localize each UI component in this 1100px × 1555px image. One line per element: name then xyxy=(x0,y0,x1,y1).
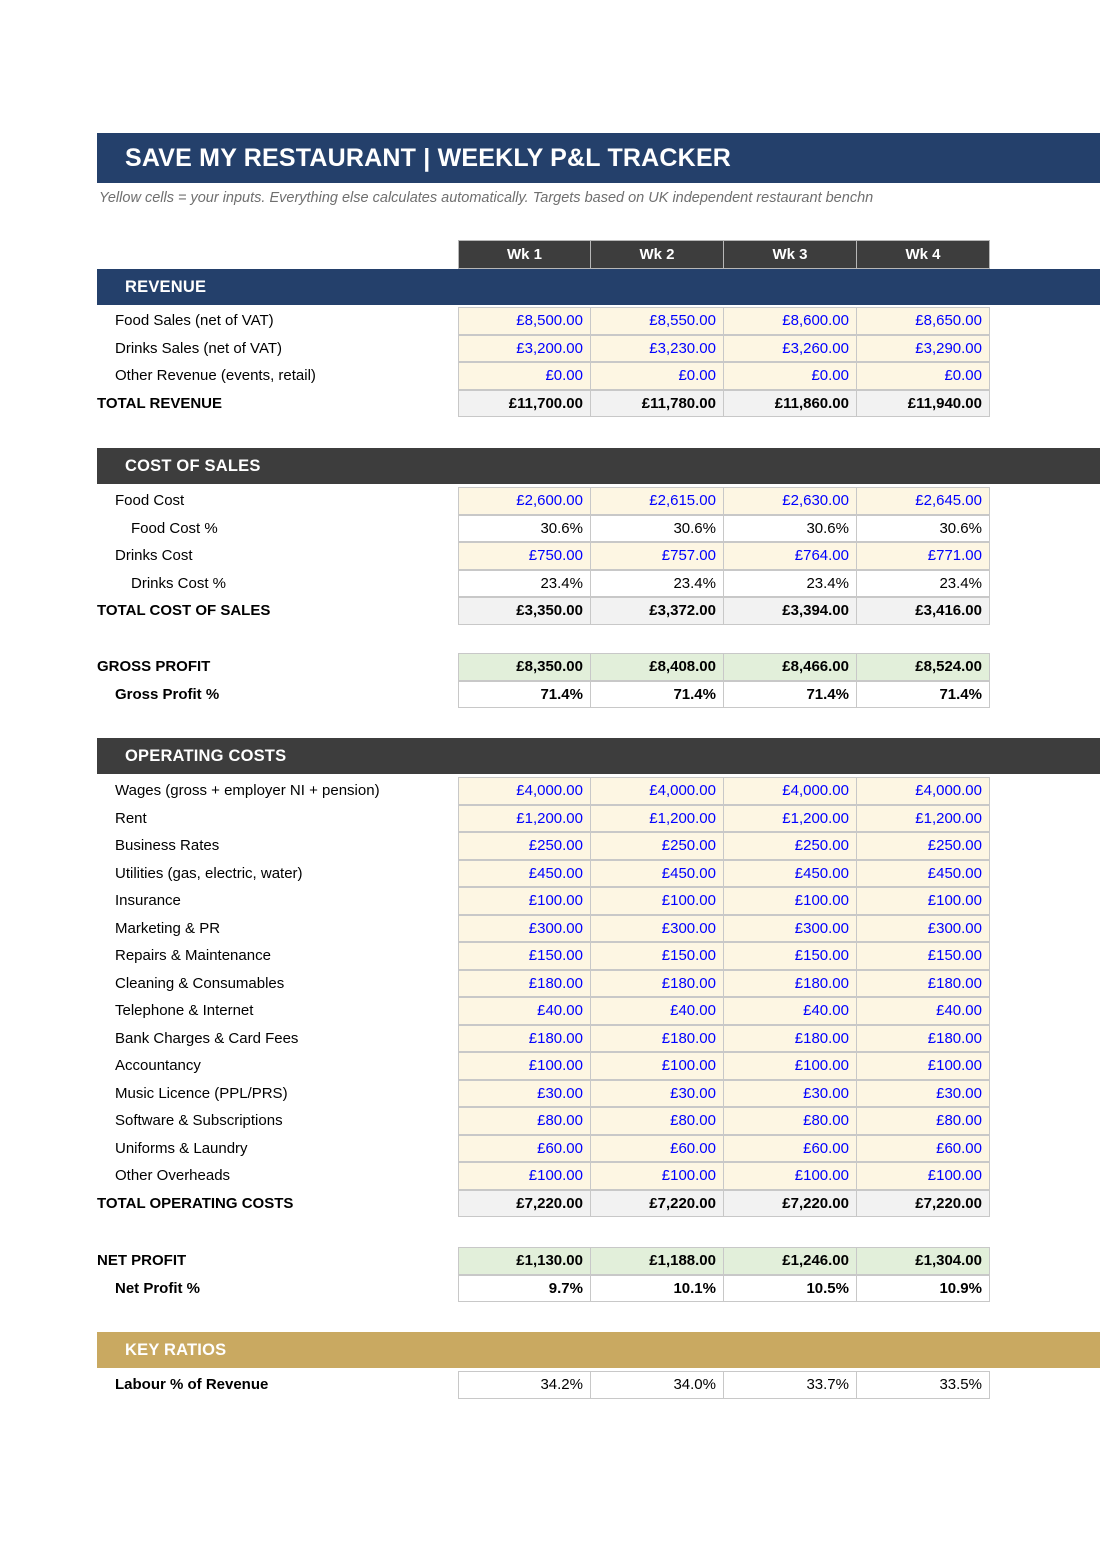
cell-utilities-wk2[interactable]: £450.00 xyxy=(591,860,724,888)
table-row xyxy=(97,1052,1100,1080)
cell-uniforms-wk2[interactable]: £60.00 xyxy=(591,1135,724,1163)
cell-total-revenue-wk4: £11,940.00 xyxy=(857,390,990,418)
row-values xyxy=(458,887,990,915)
cell-other-revenue-wk4[interactable]: £0.00 xyxy=(857,362,990,390)
table-row xyxy=(97,542,1100,570)
cell-drinks-cost-wk1[interactable]: £750.00 xyxy=(458,542,591,570)
cell-drinks-cost-wk3[interactable]: £764.00 xyxy=(724,542,857,570)
table-row xyxy=(97,915,1100,943)
table-row xyxy=(97,805,1100,833)
cell-insurance-wk1[interactable]: £100.00 xyxy=(458,887,591,915)
section-banner-key-ratios xyxy=(97,1332,1100,1368)
table-row xyxy=(97,1275,1100,1303)
cell-food-sales-wk1[interactable]: £8,500.00 xyxy=(458,307,591,335)
section-banner-cost-of-sales-label: COST OF SALES xyxy=(125,456,261,475)
cell-gross-profit-pct-wk4: 71.4% xyxy=(857,681,990,709)
row-values xyxy=(458,542,990,570)
cell-labour-pct-wk1: 34.2% xyxy=(458,1371,591,1399)
cell-total-revenue-wk2: £11,780.00 xyxy=(591,390,724,418)
cell-net-profit-wk2: £1,188.00 xyxy=(591,1247,724,1275)
cell-net-profit-wk1: £1,130.00 xyxy=(458,1247,591,1275)
row-values xyxy=(458,805,990,833)
cell-drinks-cost-pct-wk4: 23.4% xyxy=(857,570,990,598)
cell-uniforms-wk3[interactable]: £60.00 xyxy=(724,1135,857,1163)
section-banner-cost-of-sales xyxy=(97,448,1100,484)
cell-net-profit-pct-wk4: 10.9% xyxy=(857,1275,990,1303)
cell-bank-charges-wk3[interactable]: £180.00 xyxy=(724,1025,857,1053)
cell-food-sales-wk3[interactable]: £8,600.00 xyxy=(724,307,857,335)
row-values xyxy=(458,597,990,625)
row-values xyxy=(458,681,990,709)
cell-cleaning-wk4[interactable]: £180.00 xyxy=(857,970,990,998)
cell-business-rates-wk2[interactable]: £250.00 xyxy=(591,832,724,860)
row-values xyxy=(458,1080,990,1108)
row-values xyxy=(458,390,990,418)
cell-food-cost-wk4[interactable]: £2,645.00 xyxy=(857,487,990,515)
cell-wages-wk2[interactable]: £4,000.00 xyxy=(591,777,724,805)
table-row xyxy=(97,307,1100,335)
column-header-wk3: Wk 3 xyxy=(724,240,857,269)
table-row xyxy=(97,1107,1100,1135)
row-label-cleaning-consumables: Cleaning & Consumables xyxy=(115,974,285,992)
cell-food-sales-wk4[interactable]: £8,650.00 xyxy=(857,307,990,335)
cell-cleaning-wk2[interactable]: £180.00 xyxy=(591,970,724,998)
table-row xyxy=(97,860,1100,888)
row-label-other-revenue: Other Revenue (events, retail) xyxy=(115,367,316,384)
cell-drinks-sales-wk3[interactable]: £3,260.00 xyxy=(724,335,857,363)
cell-business-rates-wk1[interactable]: £250.00 xyxy=(458,832,591,860)
row-label-accountancy: Accountancy xyxy=(115,1057,201,1074)
row-label-utilities: Utilities (gas, electric, water) xyxy=(115,864,303,882)
cell-net-profit-wk4: £1,304.00 xyxy=(857,1247,990,1275)
cell-software-wk1[interactable]: £80.00 xyxy=(458,1107,591,1135)
row-label-business-rates: Business Rates xyxy=(115,837,220,854)
cell-wages-wk1[interactable]: £4,000.00 xyxy=(458,777,591,805)
row-label-gross-profit-pct: Gross Profit % xyxy=(115,685,220,703)
cell-business-rates-wk3[interactable]: £250.00 xyxy=(724,832,857,860)
row-label-insurance: Insurance xyxy=(115,892,181,909)
row-label-rent: Rent xyxy=(115,809,147,827)
cell-cleaning-wk3[interactable]: £180.00 xyxy=(724,970,857,998)
table-row xyxy=(97,777,1100,805)
section-banner-key-ratios-label: KEY RATIOS xyxy=(125,1340,227,1359)
section-banner-revenue-label: REVENUE xyxy=(125,277,207,296)
cell-insurance-wk2[interactable]: £100.00 xyxy=(591,887,724,915)
cell-rent-wk3[interactable]: £1,200.00 xyxy=(724,805,857,833)
cell-insurance-wk3[interactable]: £100.00 xyxy=(724,887,857,915)
cell-net-profit-wk3: £1,246.00 xyxy=(724,1247,857,1275)
cell-accountancy-wk2[interactable]: £100.00 xyxy=(591,1052,724,1080)
cell-total-cos-wk2: £3,372.00 xyxy=(591,597,724,625)
cell-business-rates-wk4[interactable]: £250.00 xyxy=(857,832,990,860)
cell-total-revenue-wk3: £11,860.00 xyxy=(724,390,857,418)
table-row xyxy=(97,1025,1100,1053)
cell-other-revenue-wk1[interactable]: £0.00 xyxy=(458,362,591,390)
cell-software-wk3[interactable]: £80.00 xyxy=(724,1107,857,1135)
cell-food-cost-wk1[interactable]: £2,600.00 xyxy=(458,487,591,515)
cell-gross-profit-pct-wk3: 71.4% xyxy=(724,681,857,709)
row-label-software-subscriptions: Software & Subscriptions xyxy=(115,1112,283,1129)
row-label-food-cost: Food Cost xyxy=(115,492,185,509)
row-label-net-profit: NET PROFIT xyxy=(97,1252,187,1269)
cell-rent-wk4[interactable]: £1,200.00 xyxy=(857,805,990,833)
row-values xyxy=(458,1247,990,1275)
table-row xyxy=(97,997,1100,1025)
cell-other-overheads-wk4[interactable]: £100.00 xyxy=(857,1162,990,1190)
table-row xyxy=(97,1190,1100,1218)
cell-other-overheads-wk2[interactable]: £100.00 xyxy=(591,1162,724,1190)
cell-marketing-wk2[interactable]: £300.00 xyxy=(591,915,724,943)
cell-accountancy-wk1[interactable]: £100.00 xyxy=(458,1052,591,1080)
cell-bank-charges-wk2[interactable]: £180.00 xyxy=(591,1025,724,1053)
cell-gross-profit-pct-wk2: 71.4% xyxy=(591,681,724,709)
cell-total-opex-wk3: £7,220.00 xyxy=(724,1190,857,1218)
row-values xyxy=(458,942,990,970)
table-row xyxy=(97,1135,1100,1163)
table-row xyxy=(97,1162,1100,1190)
row-values xyxy=(458,915,990,943)
cell-telephone-wk3[interactable]: £40.00 xyxy=(724,997,857,1025)
row-label-telephone-internet: Telephone & Internet xyxy=(115,1002,254,1019)
cell-drinks-sales-wk4[interactable]: £3,290.00 xyxy=(857,335,990,363)
cell-telephone-wk2[interactable]: £40.00 xyxy=(591,997,724,1025)
table-row xyxy=(97,515,1100,543)
section-banner-operating-costs xyxy=(97,738,1100,774)
table-row xyxy=(97,335,1100,363)
row-values xyxy=(458,1275,990,1303)
cell-total-revenue-wk1: £11,700.00 xyxy=(458,390,591,418)
document-title-bar xyxy=(97,133,1100,183)
cell-music-licence-wk1[interactable]: £30.00 xyxy=(458,1080,591,1108)
row-values xyxy=(458,997,990,1025)
row-values xyxy=(458,1190,990,1218)
table-row xyxy=(97,362,1100,390)
cell-other-revenue-wk3[interactable]: £0.00 xyxy=(724,362,857,390)
cell-gross-profit-wk2: £8,408.00 xyxy=(591,653,724,681)
row-label-music-licence: Music Licence (PPL/PRS) xyxy=(115,1084,288,1102)
cell-utilities-wk1[interactable]: £450.00 xyxy=(458,860,591,888)
table-row xyxy=(97,942,1100,970)
table-row xyxy=(97,970,1100,998)
cell-food-cost-pct-wk3: 30.6% xyxy=(724,515,857,543)
table-row xyxy=(97,570,1100,598)
row-label-drinks-sales: Drinks Sales (net of VAT) xyxy=(115,339,282,357)
table-row xyxy=(97,597,1100,625)
row-values xyxy=(458,362,990,390)
cell-labour-pct-wk4: 33.5% xyxy=(857,1371,990,1399)
cell-repairs-wk3[interactable]: £150.00 xyxy=(724,942,857,970)
cell-uniforms-wk1[interactable]: £60.00 xyxy=(458,1135,591,1163)
instructions-note: Yellow cells = your inputs. Everything else calculates automatically. Targets based on UK independent restaurant benchn xyxy=(99,190,874,206)
row-values xyxy=(458,653,990,681)
row-values xyxy=(458,1371,990,1399)
cell-marketing-wk1[interactable]: £300.00 xyxy=(458,915,591,943)
table-row xyxy=(97,653,1100,681)
cell-food-cost-pct-wk2: 30.6% xyxy=(591,515,724,543)
row-label-gross-profit: GROSS PROFIT xyxy=(97,658,211,675)
row-values xyxy=(458,970,990,998)
cell-wages-wk4[interactable]: £4,000.00 xyxy=(857,777,990,805)
cell-food-cost-wk3[interactable]: £2,630.00 xyxy=(724,487,857,515)
cell-insurance-wk4[interactable]: £100.00 xyxy=(857,887,990,915)
row-label-marketing-pr: Marketing & PR xyxy=(115,919,221,937)
cell-drinks-cost-pct-wk2: 23.4% xyxy=(591,570,724,598)
row-label-total-cost-of-sales: TOTAL COST OF SALES xyxy=(97,602,271,619)
table-row xyxy=(97,487,1100,515)
row-values xyxy=(458,335,990,363)
cell-telephone-wk1[interactable]: £40.00 xyxy=(458,997,591,1025)
cell-marketing-wk3[interactable]: £300.00 xyxy=(724,915,857,943)
cell-net-profit-pct-wk3: 10.5% xyxy=(724,1275,857,1303)
row-label-bank-charges: Bank Charges & Card Fees xyxy=(115,1029,299,1047)
cell-labour-pct-wk3: 33.7% xyxy=(724,1371,857,1399)
row-label-repairs-maintenance: Repairs & Maintenance xyxy=(115,947,271,964)
cell-uniforms-wk4[interactable]: £60.00 xyxy=(857,1135,990,1163)
cell-drinks-cost-wk4[interactable]: £771.00 xyxy=(857,542,990,570)
row-values xyxy=(458,1162,990,1190)
cell-software-wk2[interactable]: £80.00 xyxy=(591,1107,724,1135)
cell-net-profit-pct-wk1: 9.7% xyxy=(458,1275,591,1303)
cell-total-opex-wk1: £7,220.00 xyxy=(458,1190,591,1218)
table-row xyxy=(97,1247,1100,1275)
cell-drinks-cost-pct-wk3: 23.4% xyxy=(724,570,857,598)
table-row xyxy=(97,887,1100,915)
cell-total-opex-wk4: £7,220.00 xyxy=(857,1190,990,1218)
row-values xyxy=(458,832,990,860)
cell-drinks-sales-wk1[interactable]: £3,200.00 xyxy=(458,335,591,363)
cell-total-cos-wk4: £3,416.00 xyxy=(857,597,990,625)
row-values xyxy=(458,777,990,805)
column-header-wk2: Wk 2 xyxy=(591,240,724,269)
row-values xyxy=(458,515,990,543)
cell-bank-charges-wk1[interactable]: £180.00 xyxy=(458,1025,591,1053)
row-values xyxy=(458,1052,990,1080)
cell-total-opex-wk2: £7,220.00 xyxy=(591,1190,724,1218)
cell-music-licence-wk3[interactable]: £30.00 xyxy=(724,1080,857,1108)
row-values xyxy=(458,1135,990,1163)
cell-food-cost-wk2[interactable]: £2,615.00 xyxy=(591,487,724,515)
row-values xyxy=(458,1107,990,1135)
cell-marketing-wk4[interactable]: £300.00 xyxy=(857,915,990,943)
cell-repairs-wk1[interactable]: £150.00 xyxy=(458,942,591,970)
column-header-wk1: Wk 1 xyxy=(458,240,591,269)
table-row xyxy=(97,681,1100,709)
table-row xyxy=(97,390,1100,418)
cell-accountancy-wk4[interactable]: £100.00 xyxy=(857,1052,990,1080)
cell-other-overheads-wk1[interactable]: £100.00 xyxy=(458,1162,591,1190)
cell-software-wk4[interactable]: £80.00 xyxy=(857,1107,990,1135)
page-title: SAVE MY RESTAURANT | WEEKLY P&L TRACKER xyxy=(125,143,732,172)
cell-rent-wk2[interactable]: £1,200.00 xyxy=(591,805,724,833)
cell-cleaning-wk1[interactable]: £180.00 xyxy=(458,970,591,998)
row-label-total-operating-costs: TOTAL OPERATING COSTS xyxy=(97,1194,294,1212)
table-row xyxy=(97,1371,1100,1399)
row-label-wages: Wages (gross + employer NI + pension) xyxy=(115,782,380,799)
cell-repairs-wk2[interactable]: £150.00 xyxy=(591,942,724,970)
row-label-drinks-cost: Drinks Cost xyxy=(115,547,193,564)
cell-gross-profit-wk3: £8,466.00 xyxy=(724,653,857,681)
section-banner-operating-costs-label: OPERATING COSTS xyxy=(125,746,287,765)
row-label-total-revenue: TOTAL REVENUE xyxy=(97,394,223,412)
table-row xyxy=(97,832,1100,860)
cell-utilities-wk4[interactable]: £450.00 xyxy=(857,860,990,888)
cell-total-cos-wk3: £3,394.00 xyxy=(724,597,857,625)
cell-other-revenue-wk2[interactable]: £0.00 xyxy=(591,362,724,390)
row-values xyxy=(458,570,990,598)
cell-food-cost-pct-wk4: 30.6% xyxy=(857,515,990,543)
cell-labour-pct-wk2: 34.0% xyxy=(591,1371,724,1399)
row-values xyxy=(458,1025,990,1053)
cell-drinks-sales-wk2[interactable]: £3,230.00 xyxy=(591,335,724,363)
cell-utilities-wk3[interactable]: £450.00 xyxy=(724,860,857,888)
row-label-net-profit-pct: Net Profit % xyxy=(115,1279,201,1297)
cell-wages-wk3[interactable]: £4,000.00 xyxy=(724,777,857,805)
cell-rent-wk1[interactable]: £1,200.00 xyxy=(458,805,591,833)
row-values xyxy=(458,487,990,515)
row-label-other-overheads: Other Overheads xyxy=(115,1167,231,1184)
row-values xyxy=(458,307,990,335)
table-row xyxy=(97,1080,1100,1108)
cell-accountancy-wk3[interactable]: £100.00 xyxy=(724,1052,857,1080)
cell-music-licence-wk4[interactable]: £30.00 xyxy=(857,1080,990,1108)
column-header-wk4: Wk 4 xyxy=(857,240,990,269)
cell-drinks-cost-pct-wk1: 23.4% xyxy=(458,570,591,598)
cell-drinks-cost-wk2[interactable]: £757.00 xyxy=(591,542,724,570)
cell-net-profit-pct-wk2: 10.1% xyxy=(591,1275,724,1303)
row-label-food-sales: Food Sales (net of VAT) xyxy=(115,312,274,329)
cell-gross-profit-wk4: £8,524.00 xyxy=(857,653,990,681)
cell-food-sales-wk2[interactable]: £8,550.00 xyxy=(591,307,724,335)
cell-total-cos-wk1: £3,350.00 xyxy=(458,597,591,625)
cell-bank-charges-wk4[interactable]: £180.00 xyxy=(857,1025,990,1053)
cell-telephone-wk4[interactable]: £40.00 xyxy=(857,997,990,1025)
row-label-labour-pct-of-revenue: Labour % of Revenue xyxy=(115,1376,269,1393)
row-label-drinks-cost-pct: Drinks Cost % xyxy=(131,574,227,592)
row-label-food-cost-pct: Food Cost % xyxy=(131,519,218,537)
cell-repairs-wk4[interactable]: £150.00 xyxy=(857,942,990,970)
section-banner-revenue xyxy=(97,269,1100,305)
cell-gross-profit-pct-wk1: 71.4% xyxy=(458,681,591,709)
cell-music-licence-wk2[interactable]: £30.00 xyxy=(591,1080,724,1108)
week-column-headers xyxy=(458,240,990,269)
cell-gross-profit-wk1: £8,350.00 xyxy=(458,653,591,681)
row-label-uniforms-laundry: Uniforms & Laundry xyxy=(115,1139,248,1157)
row-values xyxy=(458,860,990,888)
cell-other-overheads-wk3[interactable]: £100.00 xyxy=(724,1162,857,1190)
cell-food-cost-pct-wk1: 30.6% xyxy=(458,515,591,543)
